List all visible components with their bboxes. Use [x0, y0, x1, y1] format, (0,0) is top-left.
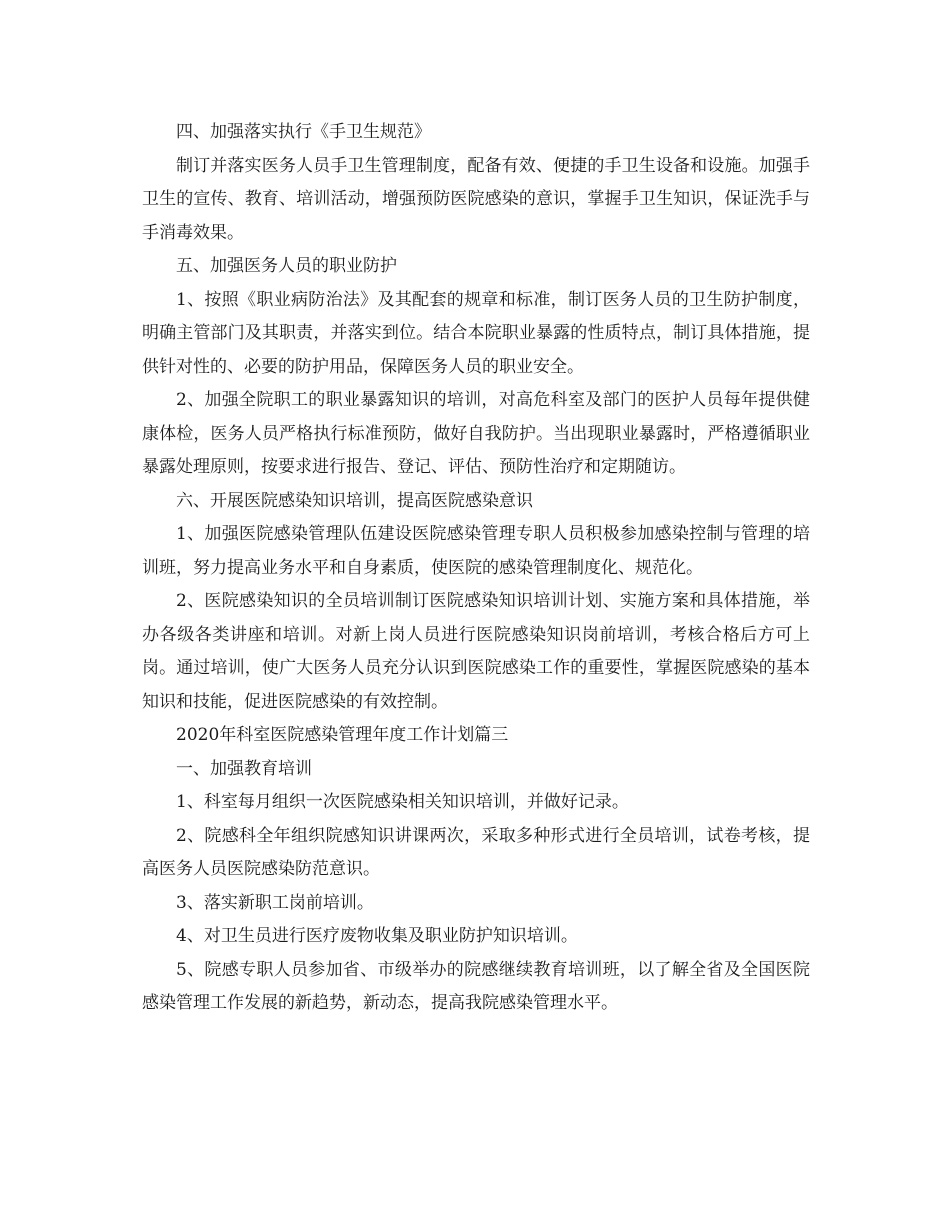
paragraph-protection-2: 2、加强全院职工的职业暴露知识的培训，对高危科室及部门的医护人员每年提供健康体检，医务人员严格执行标准预防，做好自我防护。当出现职业暴露时，严格遵循职业暴露处理原则，按要求进行报告、登记、评估、预防性治疗和定期随访。 [142, 390, 810, 477]
paragraph-hand-hygiene: 制订并落实医务人员手卫生管理制度，配备有效、便捷的手卫生设备和设施。加强手卫生的宣传、教育、培训活动，增强预防医院感染的意识，掌握手卫生知识，保证洗手与手消毒效果。 [142, 155, 810, 243]
section-heading-education: 一、加强教育培训 [176, 758, 312, 779]
section-heading-occupational-protection: 五、加强医务人员的职业防护 [176, 256, 397, 276]
section-heading-infection-training: 六、开展医院感染知识培训，提高医院感染意识 [176, 490, 533, 511]
paragraph-protection-1: 1、按照《职业病防治法》及其配套的规章和标准，制订医务人员的卫生防护制度，明确主管部门及其职责，并落实到位。结合本院职业暴露的性质特点，制订具体措施，提供针对性的、必要的防护用品，保障医务人员的职业安全。 [142, 289, 810, 377]
document-subtitle: 2020年科室医院感染管理年度工作计划篇三 [176, 725, 509, 745]
list-item-education-1: 1、科室每月组织一次医院感染相关知识培训，并做好记录。 [176, 792, 629, 812]
paragraph-training-1: 1、加强医院感染管理队伍建设医院感染管理专职人员积极参加感染控制与管理的培训班，努力提高业务水平和自身素质，使医院的感染管理制度化、规范化。 [142, 524, 810, 578]
document-page [142, 116, 810, 1021]
list-item-education-4: 4、对卫生员进行医疗废物收集及职业防护知识培训。 [176, 926, 578, 946]
list-item-education-5: 5、院感专职人员参加省、市级举办的院感继续教育培训班，以了解全省及全国医院感染管理工作发展的新趋势，新动态，提高我院感染管理水平。 [142, 959, 810, 1013]
paragraph-training-2: 2、医院感染知识的全员培训制订医院感染知识培训计划、实施方案和具体措施，举办各级各类讲座和培训。对新上岗人员进行医院感染知识岗前培训，考核合格后方可上岗。通过培训，使广大医务人员充分认识到医院感染工作的重要性，掌握医院感染的基本知识和技能，促进医院感染的有效控制。 [142, 591, 810, 712]
list-item-education-3: 3、落实新职工岗前培训。 [176, 892, 374, 913]
list-item-education-2: 2、院感科全年组织院感知识讲课两次，采取多种形式进行全员培训，试卷考核，提高医务人员医院感染防范意识。 [142, 825, 810, 879]
section-heading-hand-hygiene: 四、加强落实执行《手卫生规范》 [176, 122, 431, 142]
